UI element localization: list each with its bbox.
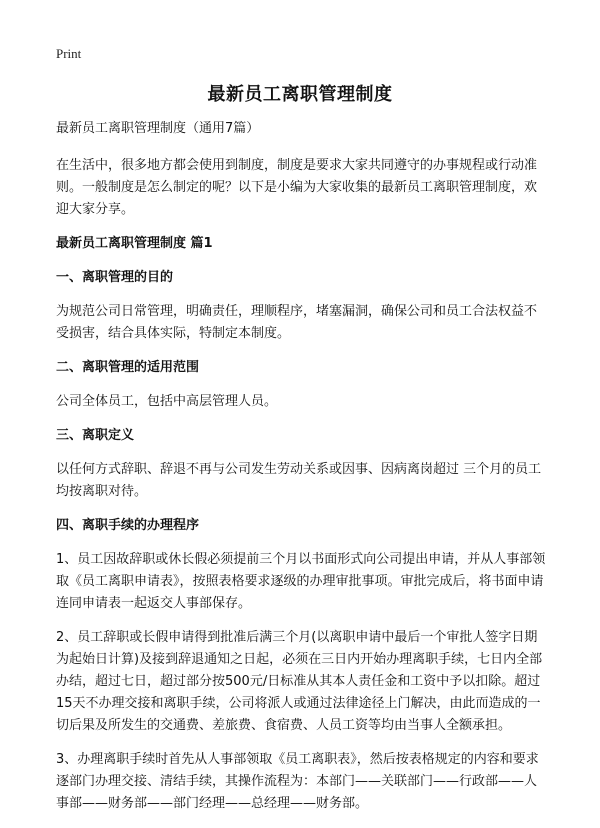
section-body: 为规范公司日常管理，明确责任，理顺程序，堵塞漏洞，确保公司和员工合法权益不受损害，结合具体实际，特制定本制度。	[56, 304, 538, 341]
section-heading: 一、离职管理的目的	[56, 270, 174, 285]
document-body	[56, 118, 548, 827]
section-heading: 二、离职管理的适用范围	[56, 360, 200, 375]
section-heading: 三、离职定义	[56, 428, 135, 443]
part-heading: 最新员工离职管理制度 篇1	[56, 236, 213, 251]
print-link[interactable]: Print	[56, 46, 82, 61]
list-item: 1、员工因故辞职或休长假必须提前三个月以书面形式向公司提出申请，并从人事部领取《员工离职申请表》，按照表格要求逐级的办理审批事项。审批完成后，将书面申请连同申请表一起返交人事部保存。	[56, 552, 546, 611]
section-body: 公司全体员工，包括中高层管理人员。	[56, 394, 278, 409]
page-title: 最新员工离职管理制度	[207, 84, 393, 105]
section-body: 以任何方式辞职、辞退不再与公司发生劳动关系或因事、因病离岗超过 三个月的员工均按离职对待。	[56, 462, 542, 499]
section-heading: 四、离职手续的办理程序	[56, 518, 200, 533]
intro-paragraph: 在生活中，很多地方都会使用到制度，制度是要求大家共同遵守的办事规程或行动准则。一般制度是怎么制定的呢？以下是小编为大家收集的最新员工离职管理制度，欢迎大家分享。	[56, 158, 538, 217]
list-item: 3、办理离职手续时首先从人事部领取《员工离职表》，然后按表格规定的内容和要求逐部门办理交接、清结手续，其操作流程为：本部门——关联部门——行政部——人事部——财务部——部门经理——总经理——财务部。	[56, 752, 539, 811]
document-subtitle: 最新员工离职管理制度（通用7篇）	[56, 121, 260, 136]
list-item: 2、员工辞职或长假申请得到批准后满三个月(以离职申请中最后一个审批人签字日期为起始日计算)及接到辞退通知之日起，必须在三日内开始办理离职手续，七日内全部办结，超过七日，超过部分按500元/日标准从其本人责任金和工资中予以扣除。超过15天不办理交接和离职手续，公司将派人或通过法律途径上门解决，由此而造成的一切后果及所发生的交通费、差旅费、食宿费、人员工资等均由当事人全额承担。	[56, 630, 543, 733]
